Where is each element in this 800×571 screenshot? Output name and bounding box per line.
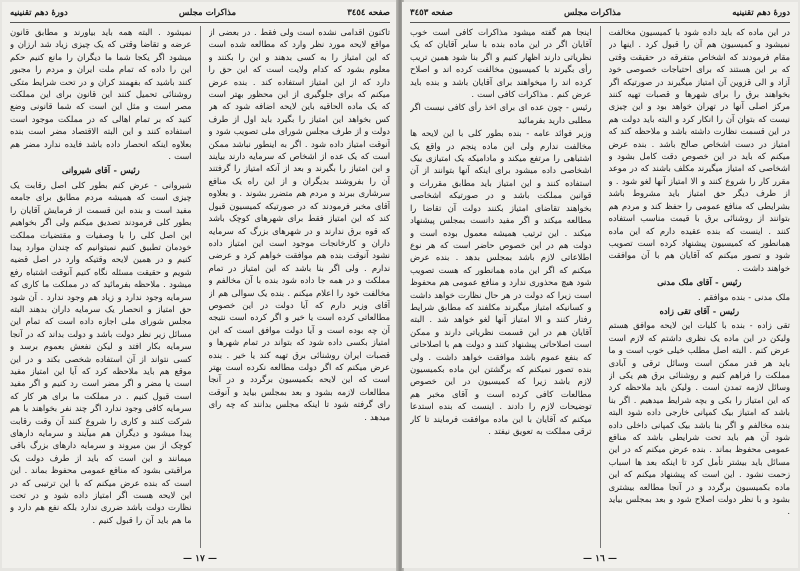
session-label: دورهٔ دهم تقنینیه xyxy=(10,8,68,18)
paragraph: تقی زاده - بنده با کلیات این لایحه موافق هستم ولیکن در این ماده یک نظری داشتم که لازم است عرض کنم . البته اصل مطلب خیلی خوب است و ما باید هر قدر ممکن است وسائل ترقی و آبادی مملکت را فراهم کنیم و روشنائی برق هم یکی از وسائل لازمه تمدن است . ولیکن باید ملاحظه کرد که این امتیاز را بکی و بچه شرایط میدهیم . اگر بنا باشد که امتیاز بیک کمپانی خارجی داده شود البته بنده مخالفم و اگر بنا باشد بیک کمپانی داخلی داده شود آن هم باید تحت شرایطی باشد که منافع عمومی محفوظ بماند . بنده عرض میکنم که در این مسائل باید بیشتر تأمل کرد تا اینکه بعد ها اسباب زحمت نشود . این است که پیشنهاد میکنم که این ماده بکمیسیون برگردد و در آنجا مطالعه بیشتری بشود و با نظر دولت اصلاح شود و بعد بمجلس بیاید . xyxy=(608,320,790,517)
speaker-heading: رئیس - آقای ملک مدنی xyxy=(657,277,742,288)
page-label: صفحه ٣٤٥٤ xyxy=(347,8,390,18)
right-page-header xyxy=(410,6,790,20)
left-page xyxy=(2,2,398,568)
speaker-heading: رئیس - آقای شیروانی xyxy=(61,165,140,176)
text-column-left xyxy=(410,26,592,548)
running-title: مذاکرات مجلس xyxy=(178,8,237,18)
text-columns xyxy=(10,26,390,548)
paragraph: شیروانی - عرض کنم بطور کلی اصل رقابت یک چیزی است که همیشه مردم مطابق برای جامعه مفید است و بنده این قسمت از فرمایش آقایان را بطور کلی فرمودند تصدیق میکنم ولی اگر بخواهیم این اصل کلی را با وصفیات و مقتضیات مملکت خودمان تطبیق کنیم نمیتوانیم که چندان موارد پیدا کنیم و در همین لایحه وقتیکه وارد در اصل قضیه شویم و حقیقت مسئله نگاه کنیم آنوقت اشتباه رفع میشود . ملاحظه بفرمائید که در مملکت ما کاری که سرمایه وجود ندارد و زیاد هم وجود ندارد . آن شود حق امتیاز و انحصار یک سرمایه داران بدهند البته مجلس شورای ملی اجازه داده است که تمام این مسائل زیر نظر دولت باشد و دولت بداند که در آنجا سرمایه بکار افتد و لیکن نفعش بعموم برسد و کسی نتواند از آن استفاده شخصی بکند و در این موقع هم باید ملاحظه کرد که آیا این امتیاز مفید است یا مضر و اگر مضر است رد کنیم و اگر مفید است قبول کنیم . در مملکت ما برای هر کار که سرمایه کافی وجود ندارد اگر چند نفر بخواهند با هم شرکت کنند و کاری را شروع کنند آن وقت رقابت پیدا میشود و دیگران هم میآیند و سرمایه دارهای کوچک از بین میروند و سرمایه دارهای بزرگ باقی میمانند و این است که باید از طرف دولت یک مراقبتی بشود که منافع عمومی محفوظ بماند . این است که بنده عرض میکنم که با این ترتیبی که در این لایحه هست اگر امتیاز داده شود و در تحت نظارت دولت باشد ضرری ندارد بلکه نفع هم دارد و ما هم باید آن را قبول کنیم . xyxy=(10,179,192,525)
paragraph: وزیر فوائد عامه - بنده بطور کلی با این لایحه ها مخالفت ندارم ولی این ماده پنجم در واقع یک اشتباهی را مرتفع میکند و مادامیکه یک امتیازی بیک اشخاصی داده میشود برای اینکه آنها بتوانند از آن استفاده کنند و این امتیاز باید مطابق مقررات و قوانین مملکت باشد و در صورتیکه اشخاصی بخواهند تقاضای امتیاز بکنند دولت آن تقاضا را مطالعه میکند و اگر مفید دانست بمجلس پیشنهاد میکند . این ترتیب همیشه معمول بوده است و دولت هم در این خصوص حاضر است که هر نوع اطلاعاتی لازم باشد بمجلس بدهد . بنده عرض میکنم که اگر این ماده همانطور که هست تصویب شود هیچ محذوری ندارد و منافع عمومی هم محفوظ است زیرا که دولت در هر حال نظارت خواهد داشت و کسانیکه امتیاز میگیرند مکلفند که مطابق شرایط رفتار کنند و الا امتیاز آنها لغو خواهد شد . البته آقایان هم در این قسمت نظریاتی دارند و ممکن است اصلاحاتی پیشنهاد کنند و دولت هم با اصلاحاتی که بنفع عموم باشد موافقت خواهد داشت . ولی بنده تصور نمیکنم که برگشتن این ماده بکمیسیون لازم باشد زیرا که کمیسیون در این خصوص مطالعات کافی کرده است و آقای مخبر هم توضیحات لازم را دادند . اینست که بنده استدعا میکنم که آقایان با این ماده موافقت فرمایند تا کار ترقی مملکت به تعویق نیفتد . xyxy=(410,128,592,436)
paragraph: رئیس - چون عده ای برای اخذ رأی کافی نیست اگر مطلبی دارید بفرمائید xyxy=(410,102,592,125)
speaker-heading: رئیس - آقای تقی زاده xyxy=(659,305,739,316)
text-columns xyxy=(410,26,790,548)
header-rule xyxy=(10,22,390,23)
text-column-left xyxy=(10,26,192,548)
left-page-header xyxy=(10,6,390,20)
page-label: صفحه ٣٤٥٣ xyxy=(410,8,453,18)
paragraph: تاکنون اقدامی نشده است ولی فقط . در بعضی از مواقع لایحه مورد نظر وارد که مطالعه شده است که این امتیاز را به کسی بدهند و این را بکنند و معلوم بشود که کدام ولایت است که این حق را دارد که از این امتیاز استفاده کند . بنده عرض میکنم که برای جلوگیری از این محظور بهتر است که یک ماده الحاقیه باین لایحه اضافه شود که هر کس بخواهد این امتیاز را بگیرد باید اول از طرف دولت و از طرف مجلس شورای ملی تصویب شود و آنوقت امتیاز داده شود . اگر به اینطور نباشد ممکن است که یک عده از اشخاص که سرمایه دارند بیایند و این امتیاز را بگیرند و بعد از آنکه امتیاز را گرفتند آن را بفروشند بدیگران و از این راه یک منافع سرشاری ببرند و مردم هم متضرر بشوند . و بعلاوه آقای مخبر فرمودند که در صورتیکه کمیسیون قبول کند که این امتیاز فقط برای شهرهای کوچک باشد که قوه برق ندارند و در شهرهای بزرگ که سرمایه داران و کارخانجات موجود است این امتیاز داده نشود آنوقت بنده هم موافقت خواهم کرد و عرضی ندارم . ولی اگر بنا باشد که این امتیاز در تمام مملکت و در همه جا داده شود بنده با آن مخالفم و مخالفت خود را اعلام میکنم . بنده یک سوالی هم از آقای وزیر دارم که آیا دولت در این خصوص مطالعاتی کرده است یا خیر و اگر کرده است نتیجه آن چه بوده است و آیا دولت موافق است که این امتیاز بکسی داده شود که بتواند در تمام شهرها و قصبات ایران روشنائی برق تهیه کند یا خیر . بنده عرض میکنم که اگر دولت مطالعه نکرده است بهتر است که این لایحه بکمیسیون برگردد و در آنجا مطالعات لازمه بشود و بعد بمجلس بیاید و آنوقت رای گرفته شود تا اینکه مجلس بدانند که چه رای میدهد . xyxy=(208,27,390,422)
paragraph: در این ماده که باید داده شود با کمیسیون مخالفت نمیشود و کمیسیون هم آن را قبول کرد . اینها در مقام فرمودند که اشخاص متفرقه در حقیقت وقتی که بر این هستند که برای احتیاجات خصوصی خود آزاد و الی قزوین آن امتیاز میگیرند در صورتیکه اگر بخواهند برق را برای شهرها و قصبات تهیه کنند مرکز اصلی آنها در تهران خواهد بود و این چیزی نیست که بتوان آن را انکار کرد و البته باید دولت هم در این قسمت نظارت داشته باشد و ملاحظه کند که امتیاز در دست اشخاص صالح باشد . بنده عرض میکنم که باید در این خصوص دقت کامل بشود و اشخاصی که امتیاز میگیرند مکلف باشند که در موعد مقرر کار را شروع کنند و الا امتیاز آنها لغو شود . و از طرف دیگر حق امتیاز باید مشروط باشد بشرایطی که منافع عمومی را حفظ کند و مردم هم بتوانند از روشنائی برق با قیمت مناسب استفاده کنند . اینست که بنده عقیده دارم که این ماده همانطور که کمیسیون پیشنهاد کرده است تصویب شود و تصور میکنم که آقایان هم با آن موافقت خواهند داشت . xyxy=(608,27,790,273)
text-column-right xyxy=(209,26,391,548)
header-rule xyxy=(410,22,790,23)
column-rule xyxy=(200,26,201,548)
right-page xyxy=(402,2,798,568)
session-label: دورهٔ دهم تقنینیه xyxy=(732,8,790,18)
paragraph: نمیشود . البته همه باید بیاورند و مطابق قانون عرضه و تقاضا وقتی که یک چیزی زیاد شد ارزان و میشود اگر یکجا شما ما دیگران را مانع کنیم حکم این را داده که تمام ملت ایران و مردم را مجبور کنند باشید که بفهمند کران و در تحت شرایط متکی روشنائی تحمیل کنند این قانون برای این مملکت مصر است و مثل این است که شما قانونی وضع کنید که بر تمام اهالی که در مملکت موجود است استفاده کنند و این البته الاقتصاد مضر است بنده بعلاوه اینکه انحصار داده باشد فایده ندارد مضر هم است . xyxy=(10,27,192,162)
column-rule xyxy=(600,26,601,548)
running-title: مذاکرات مجلس xyxy=(563,8,622,18)
text-column-right xyxy=(609,26,791,548)
paragraph: ملک مدنی - بنده موافقم . xyxy=(697,291,790,302)
page-number: — ١٦ — xyxy=(583,554,617,564)
paragraph: اینجا هم گفته میشود مذاکرات کافی است خوب آقایان اگر در این ماده بنده با سایر آقایان که یک نظریاتی دارند اظهار کنیم و اگر بنا شود همین تریب رأی بگیرند با کمیسیون مخالفت کرده اند و اصلاح کرده اند را میخواهند برای آقایان باشد و بنده باید عرض کنم . مذاکرات کافی است . xyxy=(410,27,592,100)
page-number: — ١٧ — xyxy=(183,554,217,564)
